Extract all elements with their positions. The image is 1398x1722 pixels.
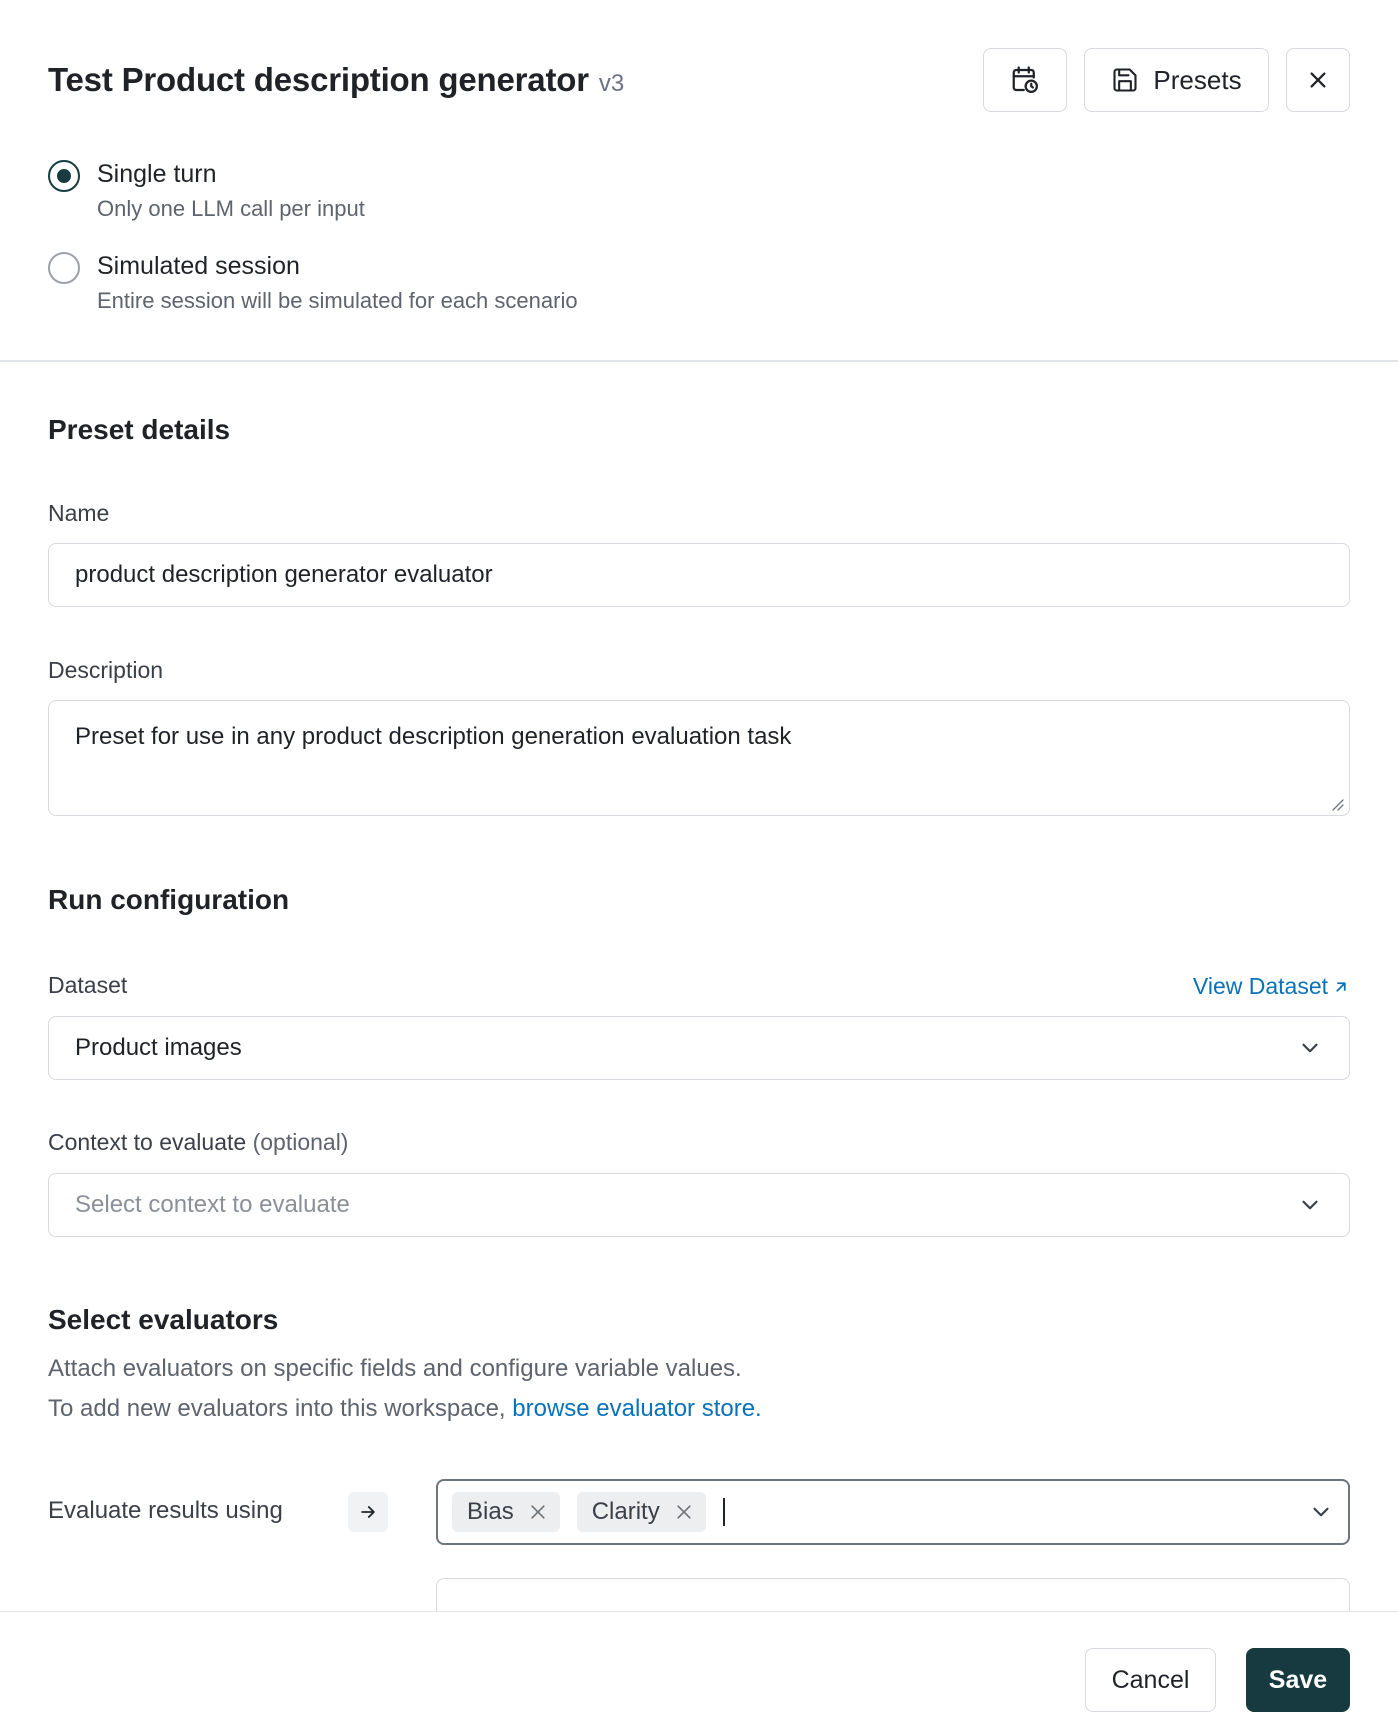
single-turn-label: Single turn xyxy=(97,160,217,188)
text-caret xyxy=(723,1498,725,1526)
chevron-down-icon xyxy=(1297,1035,1323,1061)
single-turn-description: Only one LLM call per input xyxy=(97,196,365,221)
mode-radio-group xyxy=(48,156,578,340)
save-button[interactable]: Save xyxy=(1246,1648,1350,1712)
version-badge: v3 xyxy=(598,70,625,97)
dataset-select-value: Product images xyxy=(75,1034,242,1061)
title-group xyxy=(48,61,624,99)
evaluator-tag-label: Clarity xyxy=(591,1498,660,1525)
close-icon xyxy=(1307,69,1329,91)
section-divider xyxy=(0,360,1398,362)
single-turn-radio[interactable] xyxy=(48,160,80,192)
dataset-select[interactable] xyxy=(48,1016,1350,1080)
arrow-right-icon xyxy=(358,1502,378,1522)
context-label-text: Context to evaluate xyxy=(48,1129,247,1155)
evaluate-results-label: Evaluate results using xyxy=(48,1497,283,1524)
arrow-right-chip xyxy=(348,1492,388,1532)
context-optional-text: (optional) xyxy=(252,1129,349,1155)
context-label xyxy=(48,1129,348,1156)
schedule-button[interactable] xyxy=(983,48,1067,112)
resize-handle-icon[interactable] xyxy=(1329,796,1345,812)
description-textarea-value: Preset for use in any product description generation evaluation task xyxy=(75,723,792,750)
run-configuration-heading: Run configuration xyxy=(48,884,290,915)
remove-tag-icon[interactable] xyxy=(674,1502,694,1522)
evaluators-help-line-1: Attach evaluators on specific fields and configure variable values. xyxy=(48,1355,742,1382)
save-icon xyxy=(1111,66,1139,94)
chevron-down-icon[interactable] xyxy=(1308,1499,1334,1525)
dataset-label: Dataset xyxy=(48,972,128,998)
close-button[interactable] xyxy=(1286,48,1350,112)
context-select[interactable] xyxy=(48,1173,1350,1237)
name-label: Name xyxy=(48,500,110,526)
description-textarea[interactable] xyxy=(48,700,1350,816)
evaluator-tag-label: Bias xyxy=(467,1498,514,1525)
calendar-clock-icon xyxy=(1010,65,1040,95)
simulated-session-label: Simulated session xyxy=(97,252,300,280)
description-label: Description xyxy=(48,657,164,683)
page-title: Test Product description generator xyxy=(48,61,589,98)
browse-evaluator-store-link[interactable]: browse evaluator store. xyxy=(512,1395,762,1422)
drawer-footer xyxy=(0,1611,1398,1722)
select-evaluators-heading: Select evaluators xyxy=(48,1304,279,1335)
presets-button[interactable] xyxy=(1084,48,1269,112)
name-input-value: product description generator evaluator xyxy=(75,561,493,588)
name-input[interactable] xyxy=(48,543,1350,607)
presets-button-label: Presets xyxy=(1153,64,1242,95)
external-link-icon xyxy=(1332,978,1350,996)
radio-option-simulated-session[interactable] xyxy=(48,248,578,314)
evaluators-multiselect[interactable] xyxy=(436,1479,1350,1545)
evaluator-tag-bias xyxy=(452,1492,560,1532)
view-dataset-label: View Dataset xyxy=(1192,973,1328,999)
evaluators-help-line-2 xyxy=(48,1395,762,1423)
evaluators-help-prefix: To add new evaluators into this workspace, xyxy=(48,1395,506,1422)
radio-option-single-turn[interactable] xyxy=(48,156,578,222)
chevron-down-icon xyxy=(1297,1192,1323,1218)
remove-tag-icon[interactable] xyxy=(528,1502,548,1522)
cancel-button[interactable]: Cancel xyxy=(1085,1648,1216,1712)
evaluator-tag-clarity xyxy=(577,1492,706,1532)
context-select-placeholder: Select context to evaluate xyxy=(75,1191,350,1218)
simulated-session-radio[interactable] xyxy=(48,252,80,284)
view-dataset-link[interactable] xyxy=(1193,973,1350,1000)
drawer-header xyxy=(48,48,1350,112)
preset-details-heading: Preset details xyxy=(48,414,231,445)
simulated-session-description: Entire session will be simulated for each scenario xyxy=(97,288,578,313)
header-actions xyxy=(983,48,1350,112)
